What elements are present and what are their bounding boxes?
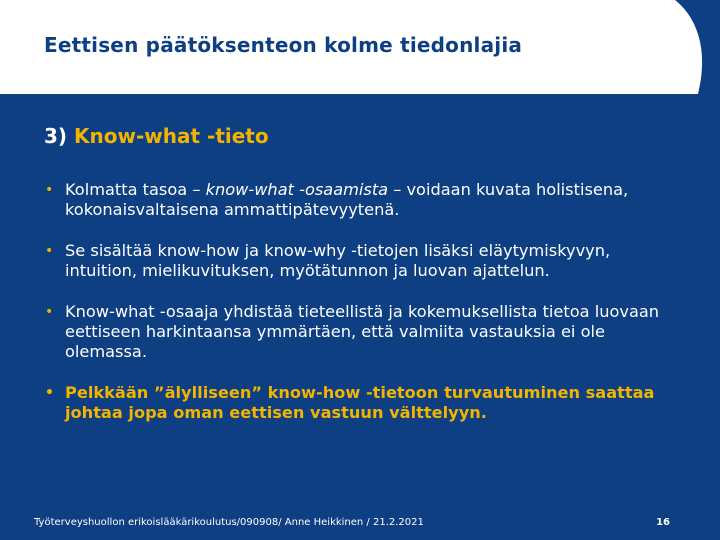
slide-subtitle [44,124,269,148]
subtitle-main: Know-what -tieto [74,124,269,148]
subtitle-prefix: 3) [44,124,68,148]
bullet-item-2 [44,241,684,281]
bullet-dot-icon: • [45,385,54,401]
bullet-dot-icon: • [45,182,54,198]
page-number: 16 [656,517,670,528]
bullet-item-1 [44,180,684,220]
bullet-text: Pelkkään ”älylliseen” know-how -tietoon turvautuminen saattaa johtaa jopa oman eettisen vastuun välttelyyn. [65,383,655,422]
bullet-item-3 [44,302,684,362]
bullet-list [44,180,684,444]
bullet-dot-icon: • [45,243,54,259]
bullet-text: Se sisältää know-how ja know-why -tietojen lisäksi eläytymiskyvyn, intuition, mielikuvituksen, myötätunnon ja luovan ajattelun. [65,241,611,280]
bullet-text-post: – voidaan kuvata holistisena, kokonaisvaltaisena ammattipätevyytenä. [65,180,629,219]
slide-title: Eettisen päätöksenteon kolme tiedonlajia [44,33,523,57]
bullet-item-4 [44,383,684,423]
bullet-text: Know-what -osaaja yhdistää tieteellistä ja kokemuksellista tietoa luovaan eettiseen harkintaansa ymmärtäen, että valmiita vastauksia ei ole olemassa. [65,302,660,361]
header-curve-decoration [580,0,720,94]
bullet-text-emphasis: know-what -osaamista [205,180,389,199]
slide-footer: Työterveyshuollon erikoislääkärikoulutus/090908/ Anne Heikkinen / 21.2.2021 [34,517,424,528]
slide-header [0,0,720,94]
bullet-text-pre: Kolmatta tasoa – [65,180,206,199]
slide-body [0,94,720,540]
bullet-dot-icon: • [45,304,54,320]
